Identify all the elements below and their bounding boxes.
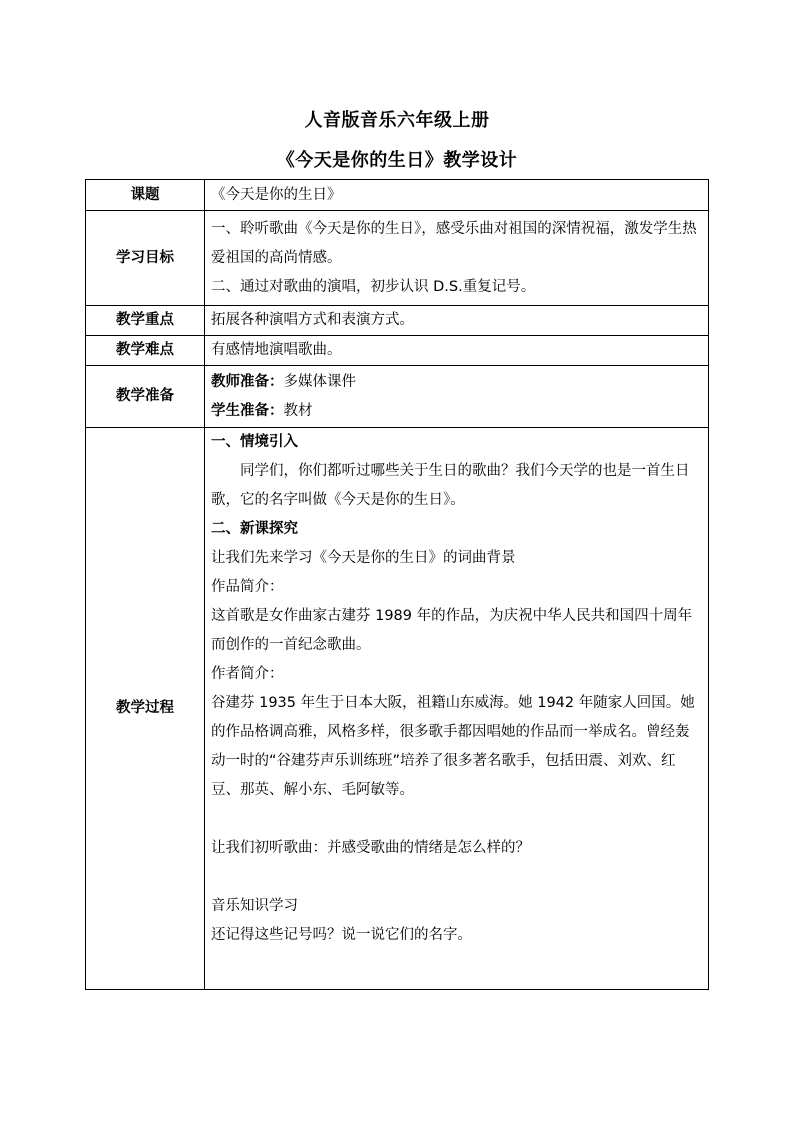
process-background-text: 让我们先来学习《今天是你的生日》的词曲背景 — [211, 550, 516, 566]
music-knowledge-heading: 音乐知识学习 — [211, 898, 298, 914]
value-key: 拓展各种演唱方式和表演方式。 — [205, 306, 709, 336]
work-intro-text: 这首歌是女作曲家古建芬 1989 年的作品，为庆祝中华人民共和国四十周年而创作的一首纪念歌曲。 — [211, 608, 693, 653]
prep-teacher-label: 教师准备： — [211, 373, 284, 390]
value-prep — [205, 366, 709, 428]
lesson-plan-table — [85, 179, 709, 990]
document-title: 人音版音乐六年级上册 — [304, 110, 490, 131]
author-intro-label: 作者简介： — [211, 666, 284, 682]
prep-student-value: 教材 — [283, 402, 313, 419]
author-intro-text: 谷建芬 1935 年生于日本大阪，祖籍山东威海。她 1942 年随家人回国。她的作品格调高雅，风格多样，很多歌手都因唱她的作品而一举成名。曾经轰动一时的“谷建芬声乐训练班”培养了很多著名歌手，包括田震、刘欢、红豆、那英、解小东、毛阿敏等。 — [211, 695, 695, 798]
label-process: 教学过程 — [86, 428, 205, 990]
prep-student-label: 学生准备： — [211, 402, 284, 419]
value-process — [205, 428, 709, 990]
process-heading-2: 二、新课探究 — [211, 521, 298, 537]
value-difficulty: 有感情地演唱歌曲。 — [205, 336, 709, 366]
row-process — [86, 428, 709, 990]
spacer — [211, 805, 702, 834]
prep-teacher — [211, 368, 702, 397]
row-key — [86, 306, 709, 336]
label-prep: 教学准备 — [86, 366, 205, 428]
spacer — [211, 863, 702, 892]
process-intro-text: 同学们，你们都听过哪些关于生日的歌曲？我们今天学的也是一首生日歌，它的名字叫做《今天是你的生日》。 — [211, 463, 690, 508]
label-topic: 课题 — [86, 180, 205, 211]
document-subtitle: 《今天是你的生日》教学设计 — [276, 150, 518, 171]
value-topic: 《今天是你的生日》 — [205, 180, 709, 211]
row-prep — [86, 366, 709, 428]
symbols-question: 还记得这些记号吗？说一说它们的名字。 — [211, 927, 472, 943]
goal-1: 一、聆听歌曲《今天是你的生日》，感受乐曲对祖国的深情祝福，激发学生热爱祖国的高尚情感。 — [211, 220, 697, 266]
label-key: 教学重点 — [86, 306, 205, 336]
row-topic — [86, 180, 709, 211]
goal-2: 二、通过对歌曲的演唱，初步认识 D.S.重复记号。 — [211, 278, 536, 295]
row-goals — [86, 211, 709, 306]
row-difficulty — [86, 336, 709, 366]
prep-student — [211, 397, 702, 426]
work-intro-label: 作品简介： — [211, 579, 284, 595]
process-heading-1: 一、情境引入 — [211, 434, 298, 450]
prep-teacher-value: 多媒体课件 — [283, 373, 356, 390]
label-difficulty: 教学难点 — [86, 336, 205, 366]
label-goals: 学习目标 — [86, 211, 205, 306]
value-goals — [205, 211, 709, 306]
listen-prompt: 让我们初听歌曲：并感受歌曲的情绪是怎么样的？ — [211, 840, 530, 856]
